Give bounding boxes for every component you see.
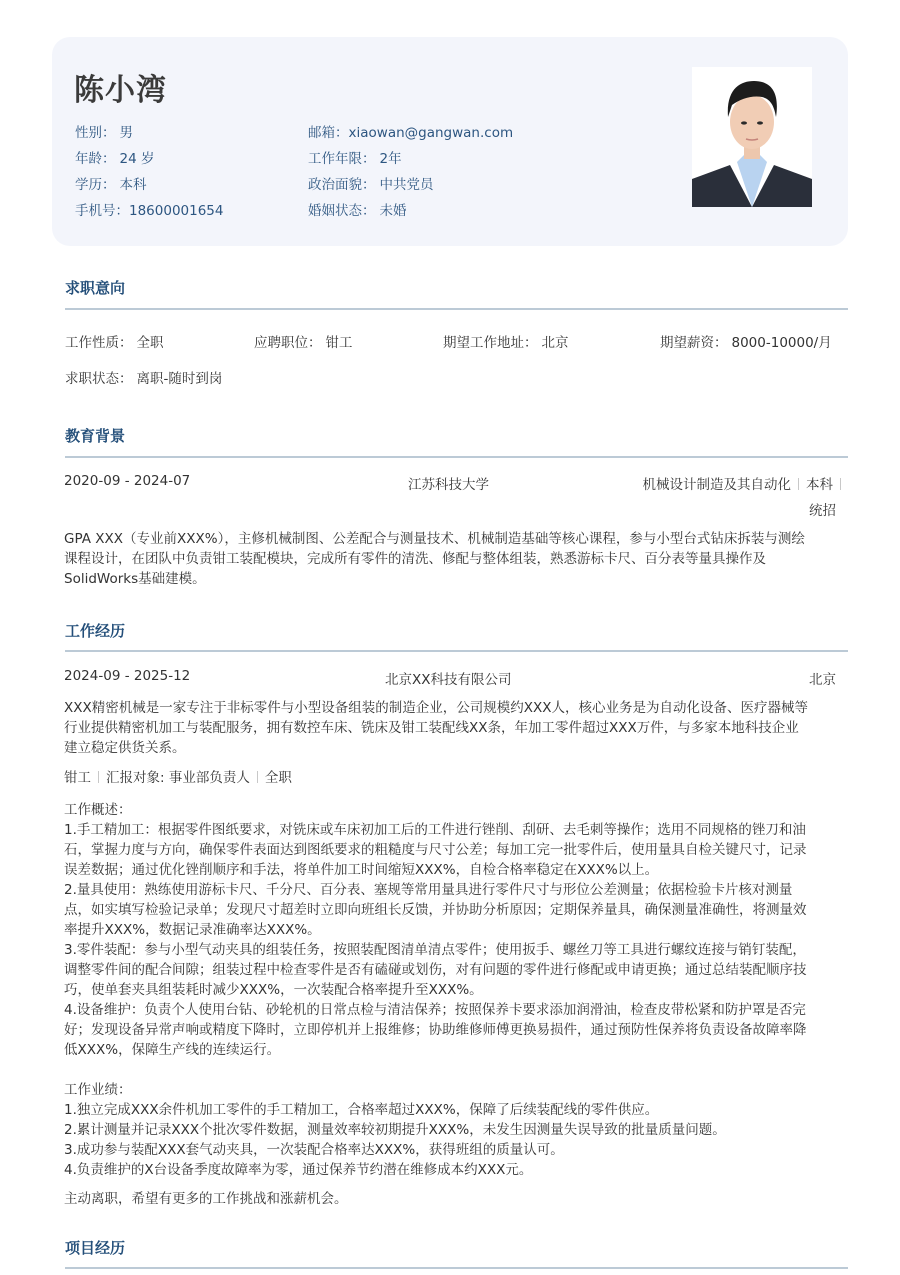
achievement-line: 2.累计测量并记录XXX个批次零件数据，测量效率较初期提升XXX%，未发生因测量失误导致的批量质量问题。	[64, 1122, 726, 1138]
intent-status	[65, 367, 222, 387]
section-divider	[65, 650, 848, 652]
info-value: 2年	[379, 151, 402, 167]
separator	[798, 478, 799, 490]
info-label: 邮箱：	[308, 125, 349, 141]
profile-header-card	[52, 37, 848, 246]
candidate-name: 陈小湾	[74, 73, 167, 108]
intent-value: 离职-随时到岗	[136, 371, 223, 387]
section-divider	[65, 308, 848, 310]
overview-line: 误差数据；通过优化锉削顺序和手法，将单件加工时间缩短XXX%，自检合格率稳定在XXX%以上。	[64, 862, 659, 878]
info-label: 工作年限：	[308, 151, 376, 167]
intent-label: 应聘职位：	[254, 335, 322, 351]
info-education	[75, 173, 147, 193]
intent-label: 求职状态：	[65, 371, 133, 387]
education-description	[64, 529, 839, 589]
info-marital-status	[308, 199, 407, 219]
intent-label: 期望薪资：	[660, 335, 728, 351]
overview-line: 点，如实填写检验记录单；发现尺寸超差时立即向班组长反馈，并协助分析原因；定期保养量具，确保测量准确性，将测量效	[64, 902, 807, 918]
info-value: 24 岁	[119, 151, 155, 167]
profile-photo	[692, 67, 812, 207]
info-work-years	[308, 147, 402, 167]
work-achievements	[64, 1080, 839, 1180]
info-value: 本科	[119, 177, 147, 193]
intent-location	[443, 331, 569, 351]
overview-line: 调整零件间的配合间隙；组装过程中检查零件是否有磕碰或划伤，对有问题的零件进行修配或申请更换；通过总结装配顺序技	[64, 962, 807, 978]
overview-line: 2.量具使用：熟练使用游标卡尺、千分尺、百分表、塞规等常用量具进行零件尺寸与形位公差测量；依据检验卡片核对测量	[64, 882, 793, 898]
section-title-education: 教育背景	[65, 427, 126, 445]
intent-value: 钳工	[325, 335, 353, 351]
separator	[257, 771, 258, 783]
intent-value: 北京	[541, 335, 569, 351]
info-value[interactable]: xiaowan@gangwan.com	[348, 125, 514, 141]
intent-position	[254, 331, 353, 351]
section-divider	[65, 456, 848, 458]
achievement-line: 3.成功参与装配XXX套气动夹具，一次装配合格率达XXX%，获得班组的质量认可。	[64, 1142, 564, 1158]
description-line: XXX精密机械是一家专注于非标零件与小型设备组装的制造企业，公司规模约XXX人，核心业务是为自动化设备、医疗器械等	[64, 700, 808, 716]
description-line: 行业提供精密机加工与装配服务，拥有数控车床、铣床及钳工装配线XX条，年加工零件超过XXX万件，与多家本地科技企业	[64, 720, 799, 736]
intent-work-type	[65, 331, 164, 351]
info-political-status	[308, 173, 434, 193]
education-enroll-type: 统招	[809, 503, 836, 519]
tag-report-to: 汇报对象: 事业部负责人	[106, 770, 250, 786]
overview-line: 4.设备维护：负责个人使用台钻、砂轮机的日常点检与清洁保养；按照保养卡要求添加润滑油，检查皮带松紧和防护罩是否完	[64, 1002, 806, 1018]
education-degree: 本科	[806, 477, 833, 493]
info-label: 手机号：	[75, 203, 129, 219]
overview-line: 3.零件装配：参与小型气动夹具的组装任务，按照装配图清单清点零件；使用扳手、螺丝刀等工具进行螺纹连接与销钉装配，	[64, 942, 806, 958]
description-line: GPA XXX（专业前XXX%），主修机械制图、公差配合与测量技术、机械制造基础等核心课程，参与小型台式钻床拆装与测绘	[64, 531, 805, 547]
info-label: 年龄：	[75, 151, 116, 167]
intent-label: 期望工作地址：	[443, 335, 538, 351]
overview-line: 巧，使单套夹具组装耗时减少XXX%，一次装配合格率提升至XXX%。	[64, 982, 483, 998]
info-label: 政治面貌：	[308, 177, 376, 193]
info-value: 男	[119, 125, 133, 141]
company-description	[64, 698, 839, 758]
info-label: 学历：	[75, 177, 116, 193]
education-major: 机械设计制造及其自动化	[642, 477, 791, 493]
work-overview	[64, 800, 839, 1060]
info-phone	[75, 199, 223, 219]
achievement-line: 4.负责维护的X台设备季度故障率为零，通过保养节约潜在维修成本约XXX元。	[64, 1162, 533, 1178]
section-title-job-intent: 求职意向	[65, 279, 126, 297]
education-major-degree	[643, 473, 849, 493]
intent-value: 全职	[136, 335, 164, 351]
tag-employment-type: 全职	[264, 770, 292, 786]
info-label: 婚姻状态：	[308, 203, 376, 219]
info-age	[75, 147, 154, 167]
separator	[98, 771, 99, 783]
info-gender	[75, 121, 133, 141]
overview-line: 率提升XXX%，数据记录准确率达XXX%。	[64, 922, 321, 938]
education-period: 2020-09 - 2024-07	[64, 473, 191, 489]
info-label: 性别：	[75, 125, 116, 141]
overview-line: 低XXX%，保障生产线的连续运行。	[64, 1042, 281, 1058]
section-title-work: 工作经历	[65, 622, 126, 640]
info-value: 未婚	[379, 203, 407, 219]
work-location: 北京	[809, 672, 836, 688]
achievement-line: 1.独立完成XXX余件机加工零件的手工精加工，合格率超过XXX%，保障了后续装配线的零件供应。	[64, 1102, 659, 1118]
work-period: 2024-09 - 2025-12	[64, 668, 191, 684]
intent-label: 工作性质：	[65, 335, 133, 351]
info-value: 18600001654	[129, 203, 224, 219]
info-value: 中共党员	[379, 177, 434, 193]
leave-reason: 主动离职，希望有更多的工作挑战和涨薪机会。	[64, 1191, 348, 1207]
achievements-title: 工作业绩：	[64, 1082, 132, 1098]
portrait-icon	[692, 67, 812, 207]
education-school: 江苏科技大学	[408, 477, 489, 493]
overview-line: 好；发现设备异常声响或精度下降时，立即停机并上报维修；协助维修师傅更换易损件，通过预防性保养将负责设备故障率降	[64, 1022, 807, 1038]
tag-role: 钳工	[64, 770, 91, 786]
overview-line: 1.手工精加工：根据零件图纸要求，对铣床或车床初加工后的工件进行锉削、刮研、去毛刺等操作；选用不同规格的锉刀和油	[64, 822, 806, 838]
work-tags	[64, 766, 292, 786]
description-line: 课程设计，在团队中负责钳工装配模块，完成所有零件的清洗、修配与整体组装，熟悉游标卡尺、百分表等量具操作及	[64, 551, 766, 567]
intent-value: 8000-10000/月	[731, 335, 832, 351]
separator	[840, 478, 841, 490]
overview-line: 石，掌握力度与方向，确保零件表面达到图纸要求的粗糙度与尺寸公差；每加工完一批零件后，使用量具自检关键尺寸，记录	[64, 842, 807, 858]
intent-salary	[660, 331, 832, 351]
section-divider	[65, 1267, 848, 1269]
overview-title: 工作概述：	[64, 802, 132, 818]
description-line: 建立稳定供货关系。	[64, 740, 186, 756]
section-title-projects: 项目经历	[65, 1239, 126, 1257]
work-company: 北京XX科技有限公司	[385, 672, 512, 688]
info-email	[308, 121, 513, 141]
description-line: SolidWorks基础建模。	[64, 571, 206, 587]
